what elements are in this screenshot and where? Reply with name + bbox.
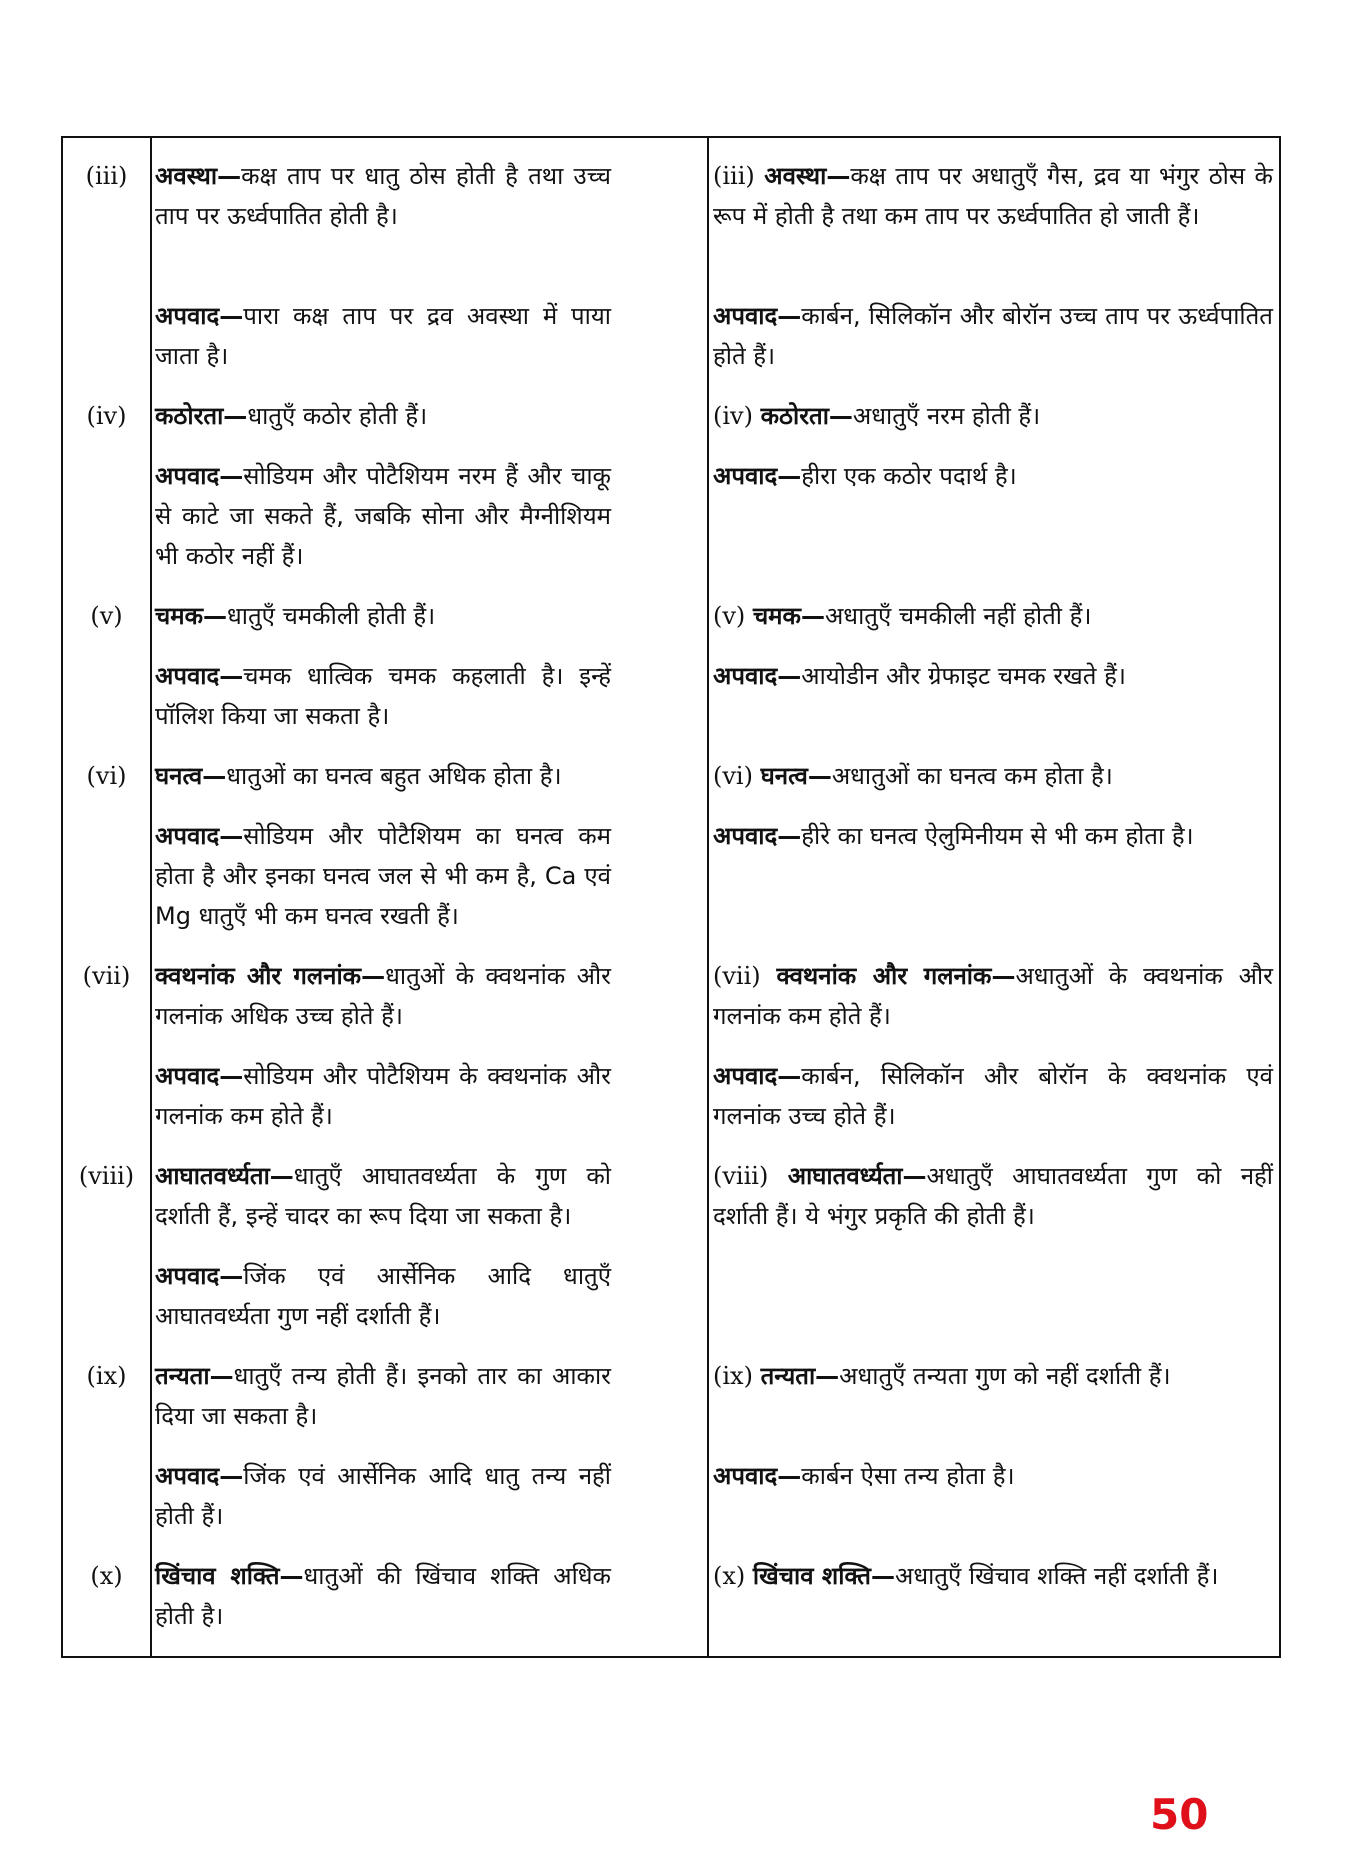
row-number: (v) <box>713 602 746 630</box>
property-heading: घनत्व— <box>155 762 227 790</box>
row-number: (iii) <box>713 162 755 190</box>
page-number: 50 <box>1150 1790 1209 1839</box>
exception-text: सोडियम और पोटैशियम नरम हैं और चाकू से काटे जा सकते हैं, जबकि सोना और मैग्नीशियम भी कठोर नहीं हैं। <box>155 462 611 570</box>
property-heading: कठोरता— <box>155 402 248 430</box>
nonmetal-property <box>713 1356 1273 1396</box>
nonmetal-property <box>713 756 1273 796</box>
nonmetal-exception <box>713 816 1273 856</box>
property-heading: घनत्व— <box>760 762 832 790</box>
exception-text: चमक धात्विक चमक कहलाती है। इन्हें पॉलिश किया जा सकता है। <box>155 662 611 730</box>
property-text: धातुएँ चमकीली होती हैं। <box>227 602 436 630</box>
metal-exception <box>155 296 611 376</box>
property-text: अधातुएँ तन्यता गुण को नहीं दर्शाती हैं। <box>839 1362 1171 1390</box>
property-text: धातुओं के क्वथनांक और गलनांक अधिक उच्च होते हैं। <box>155 962 611 1030</box>
property-heading: खिंचाव शक्ति— <box>155 1562 304 1590</box>
exception-text: आयोडीन और ग्रेफाइट चमक रखते हैं। <box>801 662 1126 690</box>
nonmetal-property <box>713 1156 1273 1236</box>
row-number: (vii) <box>82 962 131 990</box>
nonmetal-exception <box>713 296 1273 376</box>
exception-heading: अपवाद— <box>155 1262 244 1290</box>
column-divider-middle <box>707 138 709 1656</box>
row-number: (iv) <box>86 402 127 430</box>
metal-property <box>155 596 611 636</box>
exception-heading: अपवाद— <box>155 662 244 690</box>
row-number: (ix) <box>86 1362 127 1390</box>
property-text: अधातुओं का घनत्व कम होता है। <box>831 762 1113 790</box>
property-text: अधातुएँ नरम होती हैं। <box>852 402 1041 430</box>
property-text: धातुओं का घनत्व बहुत अधिक होता है। <box>226 762 562 790</box>
nonmetal-exception <box>713 1456 1273 1496</box>
property-text: अधातुएँ खिंचाव शक्ति नहीं दर्शाती हैं। <box>895 1562 1219 1590</box>
property-text: अधातुएँ आघातवर्ध्यता गुण को नहीं दर्शाती हैं। ये भंगुर प्रकृति की होती हैं। <box>713 1162 1273 1230</box>
row-number: (vii) <box>713 962 761 990</box>
property-text: धातुएँ कठोर होती हैं। <box>247 402 428 430</box>
nonmetal-exception <box>713 1056 1273 1136</box>
row-number: (iii) <box>85 162 128 190</box>
exception-text: पारा कक्ष ताप पर द्रव अवस्था में पाया जाता है। <box>155 302 611 370</box>
exception-heading: अपवाद— <box>155 1062 244 1090</box>
metal-property <box>155 956 611 1036</box>
property-heading: क्वथनांक और गलनांक— <box>776 962 1016 990</box>
property-heading: खिंचाव शक्ति— <box>752 1562 895 1590</box>
row-number: (x) <box>90 1562 123 1590</box>
exception-text: जिंक एवं आर्सेनिक आदि धातु तन्य नहीं होती हैं। <box>155 1462 611 1530</box>
nonmetal-property <box>713 156 1273 236</box>
property-text: अधातुएँ चमकीली नहीं होती हैं। <box>824 602 1092 630</box>
exception-heading: अपवाद— <box>713 662 802 690</box>
property-text: कक्ष ताप पर अधातुएँ गैस, द्रव या भंगुर ठोस के रूप में होती है तथा कम ताप पर ऊर्ध्वपातित हो जाती हैं। <box>713 162 1273 230</box>
property-text: अधातुओं के क्वथनांक और गलनांक कम होते हैं। <box>713 962 1273 1030</box>
property-text: धातुएँ आघातवर्ध्यता के गुण को दर्शाती हैं, इन्हें चादर का रूप दिया जा सकता है। <box>155 1162 611 1230</box>
property-heading: आघातवर्ध्यता— <box>155 1162 294 1190</box>
metal-property <box>155 156 611 236</box>
exception-text: सोडियम और पोटैशियम का घनत्व कम होता है और इनका घनत्व जल से भी कम है, Ca एवं Mg धातुएँ भी कम घनत्व रखती हैं। <box>155 822 611 930</box>
metal-exception <box>155 656 611 736</box>
nonmetal-exception <box>713 656 1273 696</box>
property-heading: क्वथनांक और गलनांक— <box>155 962 386 990</box>
exception-text: कार्बन, सिलिकॉन और बोरॉन के क्वथनांक एवं गलनांक उच्च होते हैं। <box>713 1062 1273 1130</box>
property-heading: आघातवर्ध्यता— <box>787 1162 927 1190</box>
nonmetal-property <box>713 396 1273 436</box>
property-heading: अवस्था— <box>764 162 851 190</box>
metal-property <box>155 1356 611 1436</box>
metal-exception <box>155 1056 611 1136</box>
comparison-table <box>61 136 1281 1658</box>
property-heading: चमक— <box>155 602 228 630</box>
property-heading: तन्यता— <box>155 1362 234 1390</box>
exception-text: सोडियम और पोटैशियम के क्वथनांक और गलनांक कम होते हैं। <box>155 1062 611 1130</box>
row-number: (x) <box>713 1562 746 1590</box>
exception-text: जिंक एवं आर्सेनिक आदि धातुएँ आघातवर्ध्यता गुण नहीं दर्शाती हैं। <box>155 1262 611 1330</box>
exception-text: कार्बन, सिलिकॉन और बोरॉन उच्च ताप पर ऊर्ध्वपातित होते हैं। <box>713 302 1273 370</box>
property-heading: तन्यता— <box>760 1362 840 1390</box>
metal-exception <box>155 1456 611 1536</box>
exception-heading: अपवाद— <box>713 822 802 850</box>
exception-heading: अपवाद— <box>713 1062 802 1090</box>
metal-exception <box>155 456 611 576</box>
exception-text: हीरे का घनत्व ऐलुमिनीयम से भी कम होता है। <box>801 822 1194 850</box>
exception-heading: अपवाद— <box>155 1462 244 1490</box>
row-number: (viii) <box>713 1162 769 1190</box>
metal-property <box>155 756 611 796</box>
nonmetal-property <box>713 596 1273 636</box>
exception-text: कार्बन ऐसा तन्य होता है। <box>801 1462 1015 1490</box>
metal-property <box>155 1556 611 1636</box>
metal-exception <box>155 1256 611 1336</box>
property-heading: कठोरता— <box>760 402 853 430</box>
property-text: धातुएँ तन्य होती हैं। इनको तार का आकार दिया जा सकता है। <box>155 1362 611 1430</box>
exception-heading: अपवाद— <box>713 302 802 330</box>
nonmetal-exception <box>713 456 1273 496</box>
row-number: (ix) <box>713 1362 753 1390</box>
property-text: कक्ष ताप पर धातु ठोस होती है तथा उच्च ताप पर ऊर्ध्वपातित होती है। <box>155 162 611 230</box>
exception-heading: अपवाद— <box>713 1462 802 1490</box>
metal-property <box>155 396 611 436</box>
row-number: (iv) <box>713 402 753 430</box>
property-heading: अवस्था— <box>155 162 242 190</box>
column-divider-number <box>150 138 152 1656</box>
property-text: धातुओं की खिंचाव शक्ति अधिक होती है। <box>155 1562 611 1630</box>
row-number: (viii) <box>78 1162 135 1190</box>
property-heading: चमक— <box>752 602 825 630</box>
exception-heading: अपवाद— <box>155 462 244 490</box>
row-number: (v) <box>90 602 123 630</box>
exception-heading: अपवाद— <box>713 462 802 490</box>
metal-property <box>155 1156 611 1236</box>
row-number: (vi) <box>86 762 127 790</box>
exception-heading: अपवाद— <box>155 302 244 330</box>
exception-heading: अपवाद— <box>155 822 244 850</box>
row-number: (vi) <box>713 762 753 790</box>
metal-exception <box>155 816 611 936</box>
nonmetal-property <box>713 1556 1273 1596</box>
nonmetal-property <box>713 956 1273 1036</box>
exception-text: हीरा एक कठोर पदार्थ है। <box>801 462 1017 490</box>
